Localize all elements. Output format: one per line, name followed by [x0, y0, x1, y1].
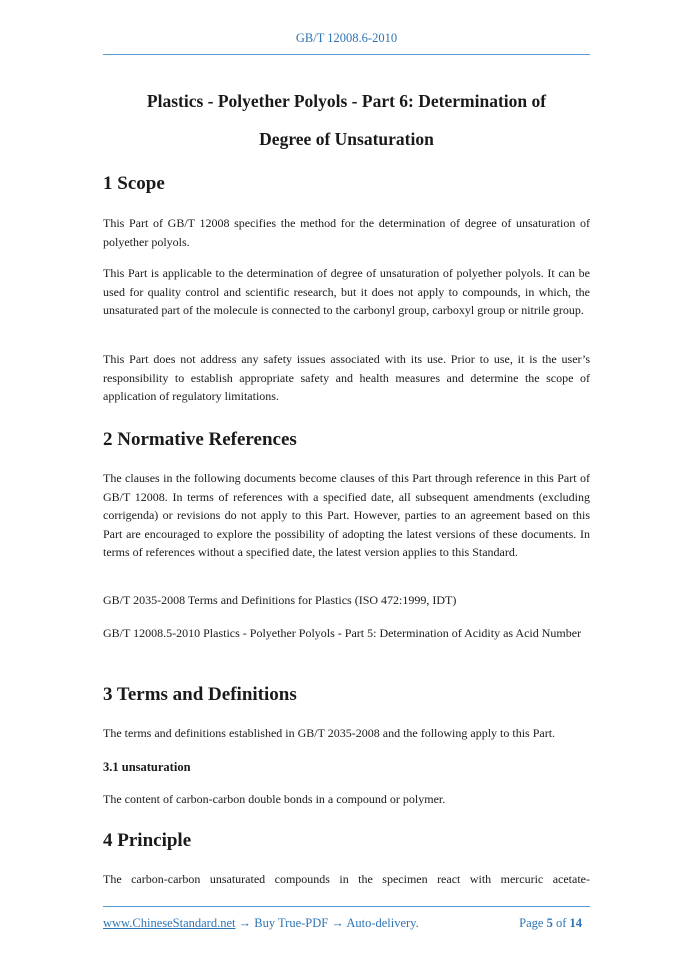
arrow-right-icon: → [331, 916, 344, 930]
page-number [519, 916, 582, 931]
page-label: Page [519, 916, 544, 930]
unsaturation-definition: The content of carbon-carbon double bonds in a compound or polymer. [103, 792, 446, 806]
header-divider [103, 54, 590, 55]
scope-paragraph-2: This Part is applicable to the determination of degree of unsaturation of polyether polyols. It can be used for quality control and scientific research, but it does not apply to compounds, in which, the unsaturated part of the molecule is connected to the carbonyl group, carboxyl group or nitrile group. [103, 266, 590, 317]
normative-paragraph-1: The clauses in the following documents become clauses of this Part through reference in this Part of GB/T 12008. In terms of references with a specified date, all subsequent amendments (excluding corrigenda) or revisions do not apply to this Part. However, parties to an agreement based on this Part are encouraged to explore the possibility of adopting the latest versions of these documents. In terms of references without a specified date, the latest version applies to this Standard. [103, 471, 590, 559]
site-link[interactable]: www.ChineseStandard.net [103, 916, 236, 930]
page-total: 14 [569, 916, 582, 930]
subsection-heading-unsaturation: 3.1 unsaturation [103, 760, 191, 774]
normative-reference-2: GB/T 12008.5-2010 Plastics - Polyether Polyols - Part 5: Determination of Acidity as Acid Number [103, 626, 582, 640]
page-footer [103, 916, 590, 931]
buy-true-pdf-text: Buy True-PDF [254, 916, 329, 930]
page-of-label: of [555, 916, 567, 930]
section-heading-normative-references: 2 Normative References [103, 429, 297, 450]
scope-paragraph-3: This Part does not address any safety issues associated with its use. Prior to use, it is the user’s responsibility to establish appropriate safety and health measures and determine the scope of application of regulatory limitations. [103, 352, 590, 403]
document-title [103, 82, 590, 158]
arrow-right-icon: → [238, 916, 252, 930]
page-current: 5 [546, 916, 553, 930]
normative-reference-1: GB/T 2035-2008 Terms and Definitions for Plastics (ISO 472:1999, IDT) [103, 593, 457, 607]
title-line-1: Plastics - Polyether Polyols - Part 6: Determination of [146, 91, 547, 111]
principle-paragraph-1: The carbon-carbon unsaturated compounds in the specimen react with mercuric acetate- [103, 872, 590, 886]
section-heading-scope: 1 Scope [103, 173, 165, 194]
section-heading-principle: 4 Principle [103, 830, 192, 851]
terms-paragraph-1: The terms and definitions established in GB/T 2035-2008 and the following apply to this Part. [103, 726, 556, 740]
footer-divider [103, 906, 590, 907]
page-header-standard-code: GB/T 12008.6-2010 [295, 31, 398, 45]
title-line-2: Degree of Unsaturation [259, 129, 434, 149]
section-heading-terms: 3 Terms and Definitions [103, 684, 297, 705]
auto-delivery-text: Auto-delivery. [346, 916, 419, 930]
scope-paragraph-1: This Part of GB/T 12008 specifies the method for the determination of degree of unsaturation of polyether polyols. [103, 216, 590, 249]
